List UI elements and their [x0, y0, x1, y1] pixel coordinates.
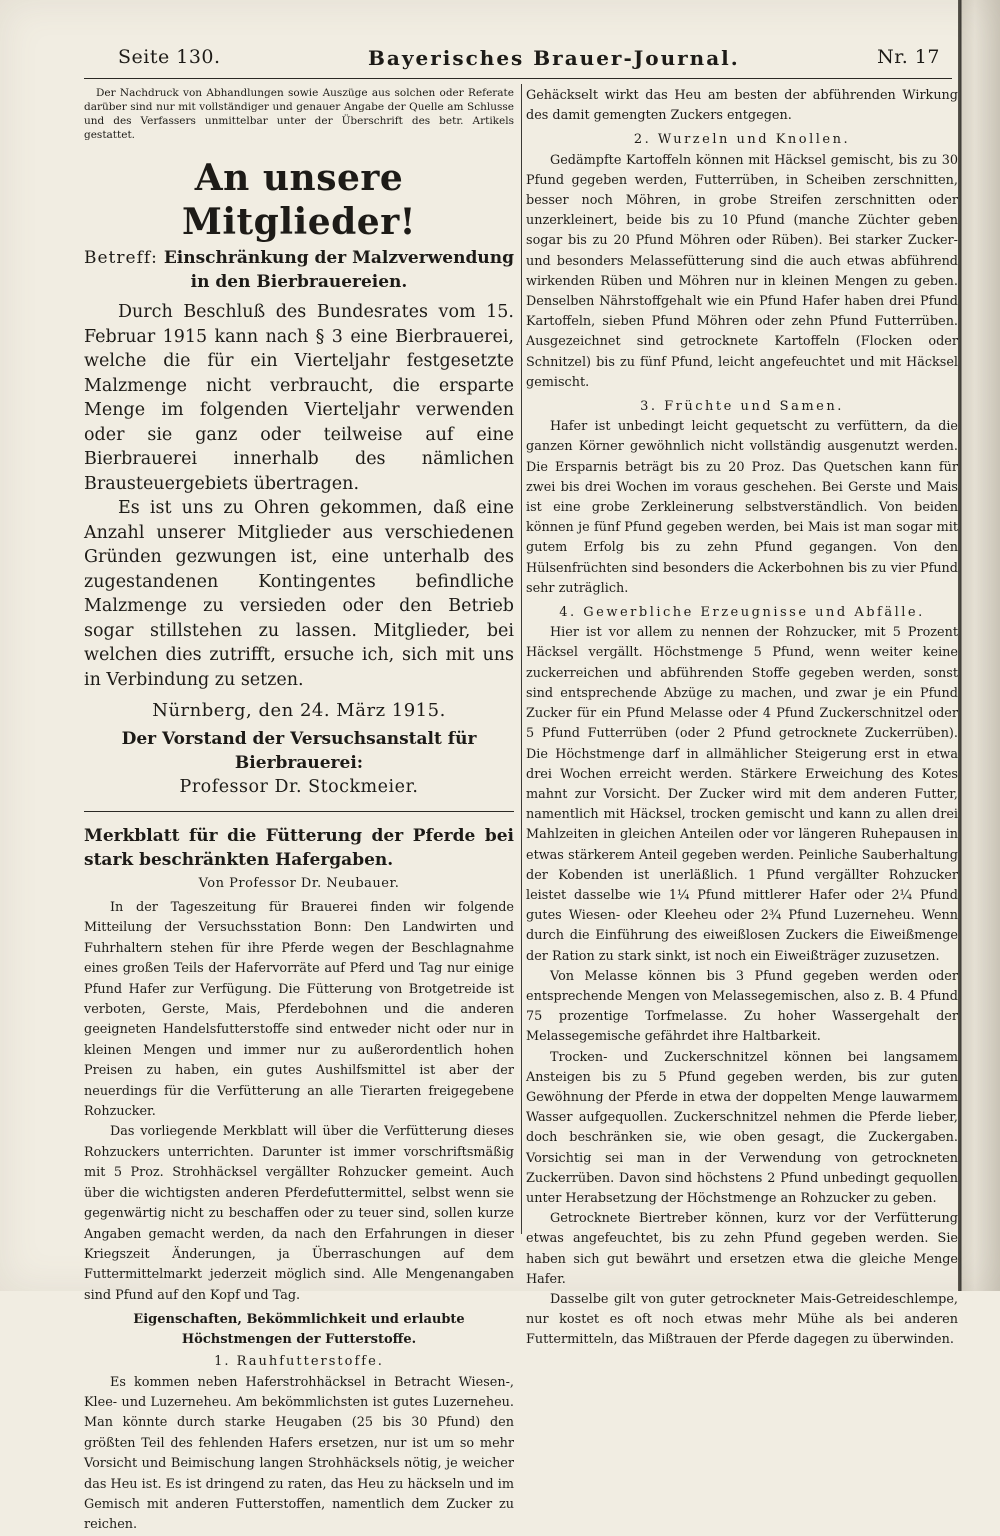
signature-date: Nürnberg, den 24. März 1915. [152, 700, 446, 721]
signature-organization: Der Vorstand der Versuchsanstalt für Bierbrauerei: [121, 729, 477, 773]
right-paragraph-6: Getrocknete Biertreber können, kurz vor der Verfütterung etwas angefeuchtet, bis zu zehn Pfund gegeben werden. Sie haben sich gut bewährt und ersetzen etwa die gleiche Menge Hafer. [526, 1211, 958, 1287]
subject-line [84, 246, 514, 294]
right-paragraph-4: Von Melasse können bis 3 Pfund gegeben werden oder entsprechende Mengen von Melassegemischen, also z. B. 4 Pfund 75 prozentige Torfmelasse. Zu hoher Wassergehalt der Melassegemische gefährdet ihre Haltbarkeit. [526, 968, 958, 1045]
right-column [526, 86, 958, 1351]
running-header [118, 46, 940, 76]
article-byline: Von Professor Dr. Neubauer. [198, 876, 400, 891]
right-paragraph-0: Gehäckselt wirkt das Heu am besten der abführenden Wirkung des damit gemengten Zuckers entgegen. [526, 88, 958, 124]
announcement-paragraph-2: Es ist uns zu Ohren gekommen, daß eine Anzahl unserer Mitglieder aus verschiedenen Gründen gezwungen ist, eine unterhalb des zugestandenen Kontingentes befindliche Malzmenge zu versieden oder den Betrieb sogar stillstehen zu lassen. Mitglieder, bei welchen dies zutrifft, ersuche ich, sich mit uns in Verbindung zu setzen. [84, 498, 514, 690]
announcement-paragraph-1: Durch Beschluß des Bundesrates vom 15. Februar 1915 kann nach § 3 eine Bierbrauerei, welche die für ein Vierteljahr festgesetzte Malzmenge nicht verbraucht, die ersparte Menge im folgenden Vierteljahr verwenden oder sie ganz oder teilweise auf eine Bierbrauerei innerhalb des nämlichen Brausteuergebiets übertragen. [84, 302, 514, 494]
right-paragraph-7: Dasselbe gilt von guter getrockneter Mais-Getreideschlempe, nur kostet es oft noch etwas mehr Mühe als bei anderen Futtermitteln, das Mißtrauen der Pferde dagegen zu überwinden. [526, 1291, 958, 1348]
subject-label: Betreff: [84, 248, 158, 268]
article-paragraph-2: Das vorliegende Merkblatt will über die Verfütterung dieses Rohzuckers unterrichten. Darunter ist immer vorschriftsmäßig mit 5 Proz. Strohhäcksel vergällter Rohzucker gemeint. Auch über die wichtigsten anderen Pferdefuttermittel, selbst wenn sie gegenwärtig nicht zu beschaffen oder zu teuer sind, sollen kurze Angaben gemacht werden, da nach den Erfahrungen in dieser Kriegszeit Änderungen, ja Überraschungen auf dem Futtermittelmarkt jederzeit möglich sind. Alle Mengenangaben sind Pfund auf den Kopf und Tag. [84, 1124, 514, 1303]
announcement-title: An unsere Mitglieder! [182, 157, 416, 243]
right-paragraph-1: Gedämpfte Kartoffeln können mit Häcksel gemischt, bis zu 30 Pfund gegeben werden, Futterrüben, in Scheiben zerschnitten, besser noch Möhren, in grobe Streifen zerschnitten oder unzerkleinert, beide bis zu 10 Pfund (manche Züchter geben sogar bis zu 20 Pfund Möhren oder Rüben). Bei starker Zucker- und besonders Melassefütterung sind die auch etwas abführend wirkenden Rüben und Möhren nur in kleinen Mengen zu geben. Denselben Nährstoffgehalt wie ein Pfund Hafer haben drei Pfund Kartoffeln, sieben Pfund Möhren oder zehn Pfund Futterrüben. Ausgezeichnet sind getrocknete Kartoffeln (Flocken oder Schnitzel) bis zu fünf Pfund, leicht angefeuchtet und mit Häcksel gemischt. [526, 152, 958, 390]
reprint-notice: Der Nachdruck von Abhandlungen sowie Auszüge aus solchen oder Referate darüber sind nur mit vollständiger und genauer Angabe der Quelle am Schlusse und des Verfassers unmittelbar unter der Überschrift des betr. Artikels gestattet. [84, 87, 514, 141]
subheading-gewerbliche: 4. Gewerbliche Erzeugnisse und Abfälle. [559, 605, 925, 621]
issue-number: Nr. 17 [877, 46, 940, 68]
subheading-fruechte: 3. Früchte und Samen. [640, 399, 844, 415]
journal-title: Bayerisches Brauer-Journal. [368, 46, 740, 70]
article-title: Merkblatt für die Fütterung der Pferde bei stark beschränkten Hafergaben. [84, 826, 514, 870]
section-heading: Eigenschaften, Bekömmlichkeit und erlaubte Höchstmengen der Futterstoffe. [133, 1312, 465, 1348]
subject-text: Einschränkung der Malzverwendung in den Bierbrauereien. [163, 248, 514, 292]
signature-name: Professor Dr. Stockmeier. [179, 777, 419, 797]
article-paragraph-3: Es kommen neben Haferstrohhäcksel in Betracht Wiesen-, Klee- und Luzerneheu. Am bekömmlichsten ist gutes Luzerneheu. Man könnte durch starke Heugaben (25 bis 30 Pfund) den größten Teil des fehlenden Hafers ersetzen, nur ist um so mehr Vorsicht und Beimischung langen Strohhäcksels nötig, je weicher das Heu ist. Es ist dringend zu raten, das Heu zu häckseln und im Gemisch mit anderen Futterstoffen, namentlich dem Zucker zu reichen. [84, 1374, 514, 1533]
right-paragraph-2: Hafer ist unbedingt leicht gequetscht zu verfüttern, da die ganzen Körner gewöhnlich nicht vollständig ausgenutzt werden. Die Ersparnis beträgt bis zu 20 Proz. Das Quetschen kann für zwei bis drei Wochen im voraus geschehen. Bei Gerste und Mais ist eine grobe Zerkleinerung selbstverständlich. Von beiden können je fünf Pfund gegeben werden, bei Mais ist man sogar mit gutem Erfolg bis zu zehn Pfund gegangen. Von den Hülsenfrüchten sind besonders die Ackerbohnen bis zu vier Pfund sehr zuträglich. [526, 419, 958, 596]
right-paragraph-3: Hier ist vor allem zu nennen der Rohzucker, mit 5 Prozent Häcksel vergällt. Höchstmenge 5 Pfund, wenn weiter keine zuckerreichen und abführenden Stoffe gegeben werden, sonst sind entsprechende Abzüge zu machen, und zwar je ein Pfund Zucker für ein Pfund Melasse oder 4 Pfund Zuckerschnitzel oder 5 Pfund Futterrüben (oder 2 Pfund getrocknete Zuckerrüben). Die Höchstmenge darf in allmählicher Steigerung erst in etwa drei Wochen erreicht werden. Stärkere Erweichung des Kotes mahnt zur Vorsicht. Der Zucker wird mit dem anderen Futter, namentlich mit Häcksel, trocken gemischt und kann zu allen drei Mahlzeiten in gleichen Anteilen oder vor längeren Ruhepausen in etwas stärkerem Anteil gegeben werden. Peinliche Sauberhaltung der Kobenden ist unerläßlich. 1 Pfund vergällter Rohzucker leistet dasselbe wie 1¼ Pfund mittlerer Hafer oder 2¼ Pfund gutes Wiesen- oder Kleeheu oder 2¾ Pfund Luzerneheu. Wenn durch die Einführung des eiweißlosen Zuckers die Eiweißmenge der Ration zu stark sinkt, ist noch ein Eiweißträger zuzusetzen. [526, 625, 958, 964]
right-paragraph-5: Trocken- und Zuckerschnitzel können bei langsamem Ansteigen bis zu 5 Pfund gegeben werden, bis zur guten Gewöhnung der Pferde in etwa der doppelten Menge lauwarmem Wasser aufgequollen. Zuckerschnitzel nehmen die Pferde lieber, doch beschränken sie, wie oben gesagt, die Zuckergaben. Vorsichtig sei man in der Verwendung von getrockneten Zuckerrüben. Davon sind höchstens 2 Pfund unbedingt gequollen unter Herabsetzung der Höchstmenge an Rohzucker zu geben. [526, 1049, 958, 1206]
subheading-rauhfutter: 1. Rauhfutterstoffe. [214, 1354, 384, 1370]
left-column [84, 86, 514, 1536]
article-paragraph-1: In der Tageszeitung für Brauerei finden wir folgende Mitteilung der Versuchsstation Bonn: Den Landwirten und Fuhrhaltern stehen für ihre Pferde wegen der Beschlagnahme eines großen Teils der Hafervorräte auf Pferd und Tag nur einige Pfund Hafer zur Verfügung. Die Fütterung von Brotgetreide ist verboten, Gerste, Mais, Pferdebohnen und die anderen geeigneten Handelsfutterstoffe sind entweder nicht oder nur in kleinen Mengen und immer nur zu außerordentlich hohen Preisen zu haben, ein gutes Aushilfsmittel ist aber der neuerdings für die Verfütterung an alle Tierarten freigegebene Rohzucker. [84, 900, 514, 1120]
section-separator [84, 811, 514, 812]
page-number: Seite 130. [118, 46, 221, 68]
subheading-wurzeln: 2. Wurzeln und Knollen. [633, 132, 851, 148]
header-rule [84, 78, 952, 79]
column-divider [521, 84, 522, 1234]
page-edge [958, 0, 1000, 1291]
